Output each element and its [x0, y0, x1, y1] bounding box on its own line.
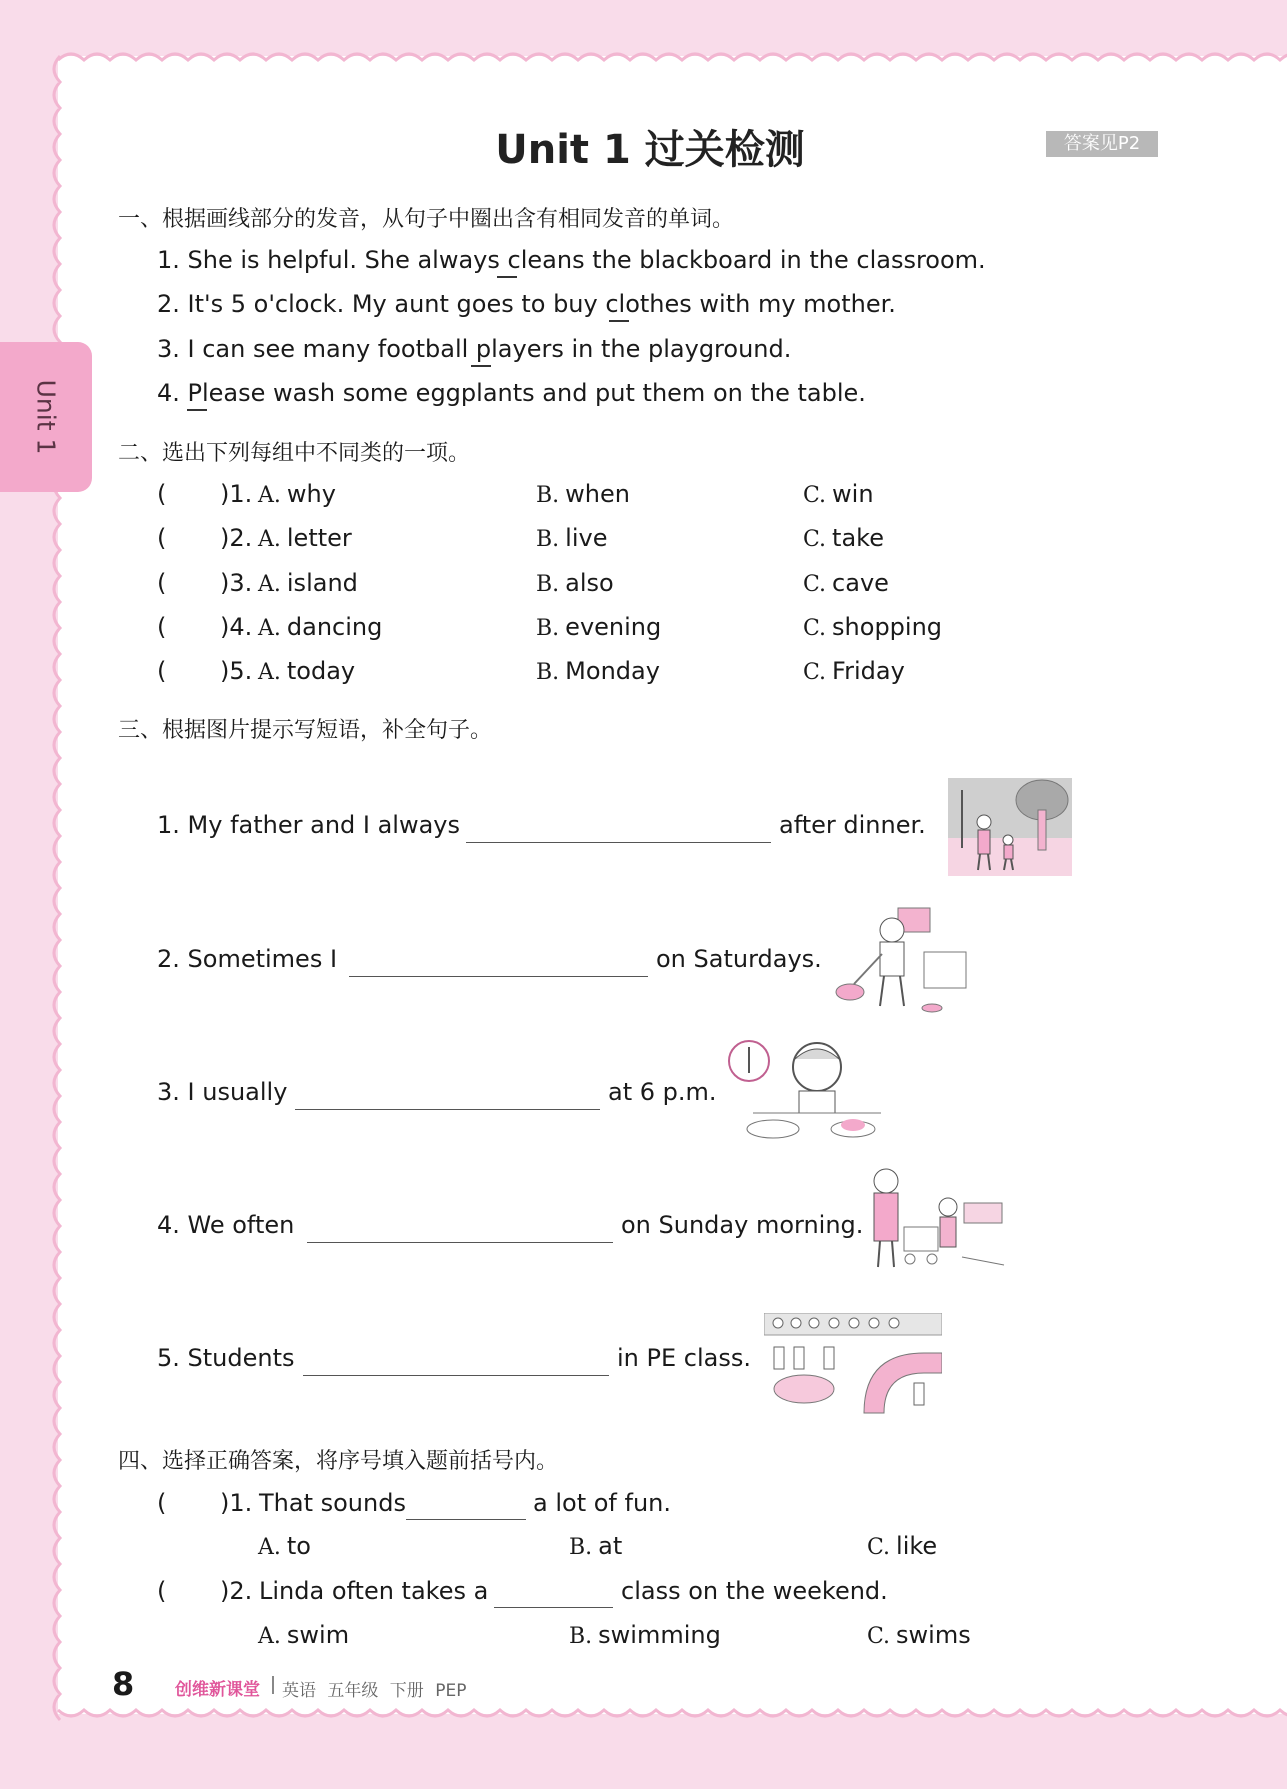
page-title: Unit 1 过关检测	[495, 127, 805, 173]
s2-option-c[interactable]	[803, 480, 874, 508]
option-letter: B.	[569, 1535, 593, 1560]
s4-q2-number: )2.	[220, 1577, 253, 1605]
s1-underline-4	[187, 409, 207, 411]
option-letter: B.	[569, 1624, 593, 1649]
s2-option-c[interactable]	[803, 524, 884, 552]
page-number: 8	[112, 1665, 135, 1703]
option-letter: C.	[867, 1624, 891, 1649]
unit-side-tab-label: Unit 1	[31, 379, 61, 455]
option-letter: A.	[258, 660, 281, 685]
s3-item-5-after: in PE class.	[617, 1344, 751, 1372]
option-letter: B.	[536, 483, 560, 508]
s2-option-c[interactable]	[803, 613, 942, 641]
option-letter: A.	[258, 616, 281, 641]
s3-item-2-blank[interactable]	[349, 976, 648, 977]
option-text: why	[286, 480, 336, 508]
option-text: dancing	[286, 613, 383, 641]
father-and-child-walking-picture	[948, 778, 1072, 876]
option-text: swims	[896, 1621, 971, 1649]
s1-sentence-1: 1. She is helpful. She always cleans the blackboard in the classroom.	[157, 246, 986, 274]
s3-item-4-after: on Sunday morning.	[621, 1211, 864, 1239]
family-shopping-picture	[866, 1167, 1006, 1275]
option-letter: B.	[536, 616, 560, 641]
section1-heading: 一、根据画线部分的发音，从句子中圈出含有相同发音的单词。	[118, 207, 735, 232]
s1-underline-1	[497, 276, 517, 278]
s2-question-number: )1.	[220, 480, 253, 508]
option-text: letter	[286, 524, 352, 552]
option-text: Monday	[565, 657, 660, 685]
footer-brand: 创维新课堂	[175, 1680, 260, 1700]
s2-option-a[interactable]	[258, 480, 336, 508]
s2-option-c[interactable]	[803, 657, 905, 685]
s3-item-3-before: 3. I usually	[157, 1078, 288, 1106]
option-letter: A.	[258, 527, 281, 552]
option-text: take	[832, 524, 884, 552]
s2-question-number: )3.	[220, 569, 253, 597]
footer-divider	[272, 1676, 274, 1694]
option-text: live	[565, 524, 608, 552]
s2-answer-bracket[interactable]: (	[157, 657, 167, 685]
s3-item-1-blank[interactable]	[466, 842, 771, 843]
s4-q2-text-before: Linda often takes a	[259, 1577, 489, 1605]
s3-item-2-before: 2. Sometimes I	[157, 945, 338, 973]
s3-item-3-blank[interactable]	[295, 1109, 600, 1110]
option-text: swim	[286, 1621, 350, 1649]
s1-sentence-2: 2. It's 5 o'clock. My aunt goes to buy clothes with my mother.	[157, 290, 896, 318]
s2-answer-bracket[interactable]: (	[157, 569, 167, 597]
option-letter: A.	[258, 483, 281, 508]
s2-option-b[interactable]	[536, 524, 607, 552]
s2-question-number: )2.	[220, 524, 253, 552]
s4-q1-text-before: That sounds	[259, 1489, 406, 1517]
option-letter: C.	[803, 572, 827, 597]
s4-q1-blank	[406, 1519, 526, 1520]
s3-item-1-after: after dinner.	[779, 811, 926, 839]
option-letter: B.	[536, 527, 560, 552]
option-text: today	[286, 657, 356, 685]
s2-option-b[interactable]	[536, 480, 630, 508]
s2-option-a[interactable]	[258, 569, 358, 597]
s3-item-3-after: at 6 p.m.	[608, 1078, 717, 1106]
s2-option-b[interactable]	[536, 613, 661, 641]
option-text: to	[286, 1532, 311, 1560]
section3-heading: 三、根据图片提示写短语，补全句子。	[118, 718, 493, 743]
section2-heading: 二、选出下列每组中不同类的一项。	[118, 441, 471, 466]
option-text: shopping	[832, 613, 943, 641]
s3-item-5-before: 5. Students	[157, 1344, 295, 1372]
s4-q2-answer-bracket[interactable]: (	[157, 1577, 167, 1605]
option-letter: A.	[258, 572, 281, 597]
s4-q1-number: )1.	[220, 1489, 253, 1517]
s2-option-a[interactable]	[258, 524, 352, 552]
answer-reference-badge: 答案见P2	[1046, 131, 1158, 157]
option-letter: C.	[867, 1535, 891, 1560]
boy-eating-dinner-picture	[725, 1037, 883, 1145]
option-text: win	[832, 480, 874, 508]
s1-underline-3	[471, 365, 491, 367]
s4-q1-option-a[interactable]	[258, 1532, 311, 1560]
option-text: island	[286, 569, 358, 597]
s2-option-c[interactable]	[803, 569, 889, 597]
option-text: swimming	[598, 1621, 721, 1649]
option-letter: B.	[536, 660, 560, 685]
s4-q2-option-c[interactable]	[867, 1621, 971, 1649]
boy-cleaning-room-picture	[832, 904, 974, 1014]
s4-q1-answer-bracket[interactable]: (	[157, 1489, 167, 1517]
s3-item-2-after: on Saturdays.	[656, 945, 822, 973]
s1-underline-2	[609, 320, 629, 322]
s4-q2-blank	[494, 1607, 613, 1608]
option-letter: C.	[803, 616, 827, 641]
unit-side-tab	[0, 342, 92, 492]
s2-answer-bracket[interactable]: (	[157, 524, 167, 552]
students-exercising-picture	[764, 1313, 942, 1415]
s2-question-number: )5.	[220, 657, 253, 685]
s2-answer-bracket[interactable]: (	[157, 613, 167, 641]
option-text: at	[598, 1532, 623, 1560]
s2-question-number: )4.	[220, 613, 253, 641]
option-letter: C.	[803, 660, 827, 685]
option-text: evening	[565, 613, 662, 641]
option-text: Friday	[832, 657, 905, 685]
s4-q1-text-after: a lot of fun.	[533, 1489, 671, 1517]
s3-item-5-blank[interactable]	[303, 1375, 609, 1376]
s2-option-a[interactable]	[258, 657, 355, 685]
option-letter: A.	[258, 1624, 281, 1649]
s3-item-4-blank[interactable]	[307, 1242, 613, 1243]
s2-option-a[interactable]	[258, 613, 382, 641]
s4-q2-option-a[interactable]	[258, 1621, 349, 1649]
s2-option-b[interactable]	[536, 569, 614, 597]
s3-item-1-before: 1. My father and I always	[157, 811, 461, 839]
option-text: like	[896, 1532, 938, 1560]
footer-book-info: 英语 五年级 下册 PEP	[282, 1681, 467, 1701]
option-letter: C.	[803, 483, 827, 508]
option-text: when	[565, 480, 630, 508]
s1-sentence-4: 4. Please wash some eggplants and put them on the table.	[157, 379, 866, 407]
s2-option-b[interactable]	[536, 657, 660, 685]
option-letter: B.	[536, 572, 560, 597]
option-letter: C.	[803, 527, 827, 552]
s4-q2-text-after: class on the weekend.	[621, 1577, 888, 1605]
option-letter: A.	[258, 1535, 281, 1560]
option-text: also	[565, 569, 614, 597]
s2-answer-bracket[interactable]: (	[157, 480, 167, 508]
s4-q2-option-b[interactable]	[569, 1621, 721, 1649]
option-text: cave	[832, 569, 889, 597]
s4-q1-option-c[interactable]	[867, 1532, 937, 1560]
s4-q1-option-b[interactable]	[569, 1532, 622, 1560]
s1-sentence-3: 3. I can see many football players in the playground.	[157, 335, 792, 363]
s3-item-4-before: 4. We often	[157, 1211, 295, 1239]
section4-heading: 四、选择正确答案，将序号填入题前括号内。	[118, 1449, 559, 1474]
